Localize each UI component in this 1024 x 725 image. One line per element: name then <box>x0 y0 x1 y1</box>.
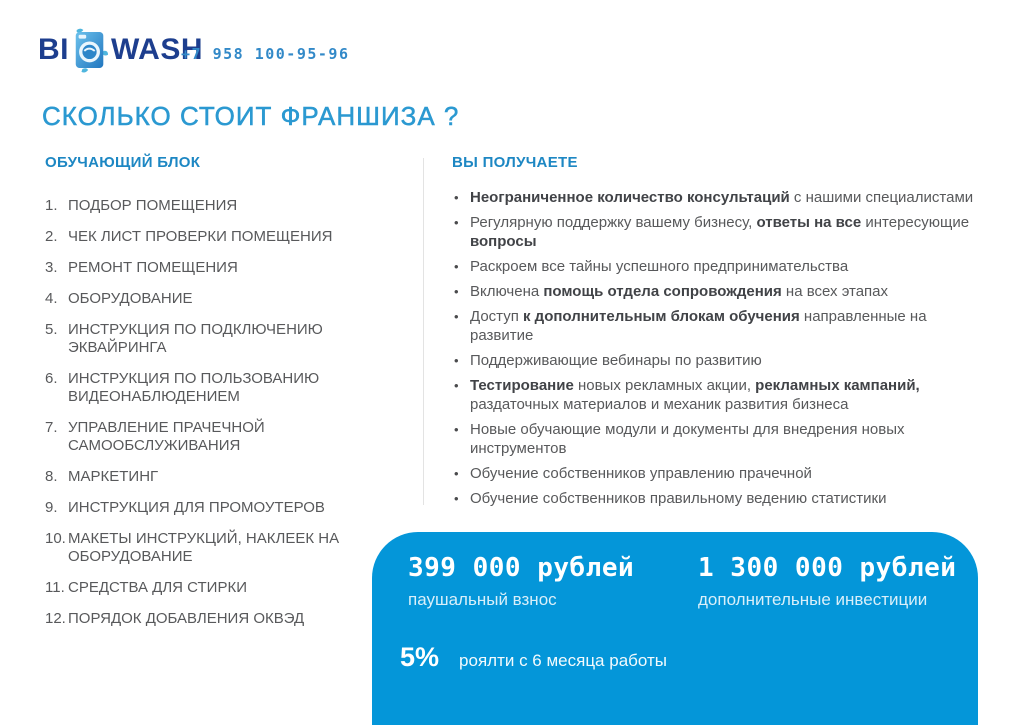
benefit-item <box>452 307 992 345</box>
training-item <box>45 530 390 566</box>
benefit-item <box>452 351 992 370</box>
item-text: УПРАВЛЕНИЕ ПРАЧЕЧНОЙ САМООБСЛУЖИВАНИЯ <box>68 419 265 454</box>
training-item <box>45 468 390 486</box>
price-row <box>372 532 978 610</box>
investment-block <box>698 553 956 610</box>
washing-machine-icon <box>71 26 109 74</box>
benefit-item <box>452 376 992 414</box>
bullet-icon: • <box>454 378 459 393</box>
benefit-item <box>452 188 992 207</box>
benefit-text: Тестирование новых рекламных акции, рекламных кампаний, раздаточных материалов и механик развития бизнеса <box>470 377 920 413</box>
item-text: ПОДБОР ПОМЕЩЕНИЯ <box>68 197 238 214</box>
training-list <box>45 197 390 628</box>
item-text: МАКЕТЫ ИНСТРУКЦИЙ, НАКЛЕЕК НА ОБОРУДОВАНИЕ <box>68 530 340 565</box>
item-number: 7. <box>45 419 58 436</box>
training-item <box>45 579 390 597</box>
item-number: 2. <box>45 228 58 245</box>
item-number: 9. <box>45 499 58 516</box>
item-number: 6. <box>45 370 58 387</box>
bullet-icon: • <box>454 190 459 205</box>
royalty-label: роялти с 6 месяца работы <box>459 651 667 670</box>
logo-text-wash: WASH <box>111 33 203 66</box>
royalty-block <box>372 642 978 673</box>
bullet-icon: • <box>454 309 459 324</box>
item-number: 1. <box>45 197 58 214</box>
training-section <box>45 154 390 641</box>
phone-number: +7 958 100-95-96 <box>181 45 350 63</box>
item-number: 8. <box>45 468 58 485</box>
benefit-item <box>452 282 992 301</box>
benefit-text: Обучение собственников управлению прачечной <box>470 465 812 482</box>
benefit-item <box>452 420 992 458</box>
item-text: ОБОРУДОВАНИЕ <box>68 290 193 307</box>
fee-label: паушальный взнос <box>408 590 557 609</box>
item-number: 4. <box>45 290 58 307</box>
benefits-section <box>452 154 992 514</box>
investment-amount: 1 300 000 рублей <box>698 553 957 583</box>
training-item <box>45 370 390 406</box>
investment-label: дополнительные инвестиции <box>698 590 928 609</box>
benefit-text: Доступ к дополнительным блокам обучения направленные на развитие <box>470 308 927 344</box>
item-text: ИНСТРУКЦИЯ ПО ПОДКЛЮЧЕНИЮ ЭКВАЙРИНГА <box>68 321 323 356</box>
item-text: ИНСТРУКЦИЯ ПО ПОЛЬЗОВАНИЮ ВИДЕОНАБЛЮДЕНИЕМ <box>68 370 320 405</box>
training-item <box>45 197 390 215</box>
training-header: ОБУЧАЮЩИЙ БЛОК <box>45 154 201 171</box>
bullet-icon: • <box>454 284 459 299</box>
benefit-item <box>452 489 992 508</box>
bullet-icon: • <box>454 215 459 230</box>
item-text: ПОРЯДОК ДОБАВЛЕНИЯ ОКВЭД <box>68 610 305 627</box>
logo-text-bi: BI <box>38 33 69 66</box>
item-text: ИНСТРУКЦИЯ ДЛЯ ПРОМОУТЕРОВ <box>68 499 325 516</box>
item-number: 12. <box>45 610 66 627</box>
item-text: СРЕДСТВА ДЛЯ СТИРКИ <box>68 579 247 596</box>
bullet-icon: • <box>454 466 459 481</box>
benefit-text: Поддерживающие вебинары по развитию <box>470 352 762 369</box>
training-item <box>45 419 390 455</box>
item-text: РЕМОНТ ПОМЕЩЕНИЯ <box>68 259 238 276</box>
biowash-logo <box>38 26 203 74</box>
benefit-text: Неограниченное количество консультаций с нашими специалистами <box>470 189 974 206</box>
benefit-text: Новые обучающие модули и документы для внедрения новых инструментов <box>470 421 905 457</box>
item-text: ЧЕК ЛИСТ ПРОВЕРКИ ПОМЕЩЕНИЯ <box>68 228 333 245</box>
item-number: 10. <box>45 530 66 547</box>
training-item <box>45 259 390 277</box>
leaf-icon <box>81 68 88 72</box>
benefit-text: Регулярную поддержку вашему бизнесу, ответы на все интересующие вопросы <box>470 214 970 250</box>
benefits-header: ВЫ ПОЛУЧАЕТЕ <box>452 154 578 171</box>
bullet-icon: • <box>454 259 459 274</box>
fee-block <box>408 553 698 610</box>
item-number: 11. <box>45 579 65 596</box>
benefits-list <box>452 188 992 508</box>
training-item <box>45 290 390 308</box>
pricing-panel <box>372 532 978 725</box>
column-divider <box>423 158 424 505</box>
item-number: 3. <box>45 259 58 276</box>
training-item <box>45 610 390 628</box>
page-title: СКОЛЬКО СТОИТ ФРАНШИЗА ? <box>42 101 460 131</box>
bullet-icon: • <box>454 422 459 437</box>
benefit-item <box>452 257 992 276</box>
training-item <box>45 499 390 517</box>
royalty-percent: 5% <box>400 642 440 672</box>
benefit-item <box>452 464 992 483</box>
item-number: 5. <box>45 321 58 338</box>
fee-amount: 399 000 рублей <box>408 553 635 583</box>
benefit-text: Обучение собственников правильному ведению статистики <box>470 490 887 507</box>
bullet-icon: • <box>454 353 459 368</box>
training-item <box>45 321 390 357</box>
benefit-item <box>452 213 992 251</box>
benefit-text: Раскроем все тайны успешного предпринимательства <box>470 258 849 275</box>
item-text: МАРКЕТИНГ <box>68 468 159 485</box>
benefit-text: Включена помощь отдела сопровождения на всех этапах <box>470 283 889 300</box>
bullet-icon: • <box>454 491 459 506</box>
training-item <box>45 228 390 246</box>
